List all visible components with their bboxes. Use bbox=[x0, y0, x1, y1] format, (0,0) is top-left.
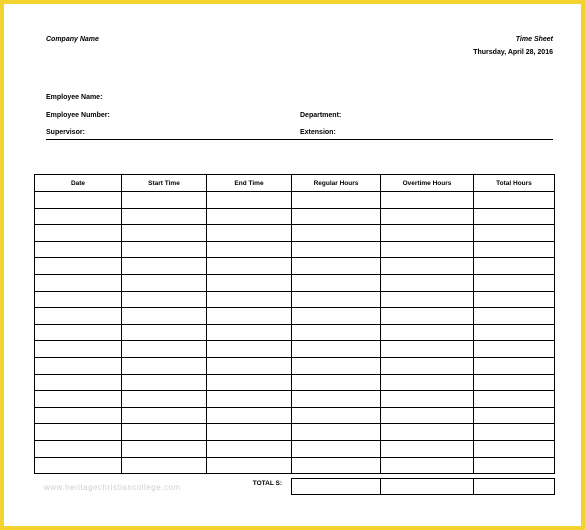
employee-name-label: Employee Name: bbox=[46, 94, 103, 101]
total-hours-cell[interactable] bbox=[474, 225, 555, 242]
total-hours-cell[interactable] bbox=[474, 341, 555, 358]
table-row bbox=[35, 225, 555, 242]
end-time-cell[interactable] bbox=[207, 457, 292, 474]
table-header-row bbox=[35, 175, 555, 192]
date-cell[interactable] bbox=[35, 457, 122, 474]
table-row bbox=[35, 291, 555, 308]
table-row bbox=[35, 274, 555, 291]
date-cell[interactable] bbox=[35, 407, 122, 424]
table-row bbox=[35, 407, 555, 424]
column-header-overtime-hours: Overtime Hours bbox=[381, 175, 474, 192]
table-row bbox=[35, 391, 555, 408]
date-cell[interactable] bbox=[35, 374, 122, 391]
date-cell[interactable] bbox=[35, 291, 122, 308]
total-hours-cell[interactable] bbox=[474, 241, 555, 258]
overtime-hours-cell[interactable] bbox=[381, 192, 474, 209]
total-hours-cell[interactable] bbox=[474, 192, 555, 209]
total-hours-cell[interactable] bbox=[474, 479, 555, 495]
date-cell[interactable] bbox=[35, 192, 122, 209]
start-time-cell[interactable] bbox=[122, 374, 207, 391]
regular-hours-cell[interactable] bbox=[292, 457, 381, 474]
table-row bbox=[35, 308, 555, 325]
table-row bbox=[35, 357, 555, 374]
regular-hours-cell[interactable] bbox=[292, 291, 381, 308]
extension-label: Extension: bbox=[300, 129, 336, 136]
end-time-cell[interactable] bbox=[207, 308, 292, 325]
total-hours-cell[interactable] bbox=[474, 291, 555, 308]
date-cell[interactable] bbox=[35, 440, 122, 457]
end-time-cell[interactable] bbox=[207, 440, 292, 457]
total-regular-hours-cell[interactable] bbox=[292, 479, 381, 495]
regular-hours-cell[interactable] bbox=[292, 424, 381, 441]
column-header-total-hours: Total Hours bbox=[474, 175, 555, 192]
watermark: www.heritagechristiancollege.com bbox=[44, 483, 181, 492]
table-row bbox=[35, 440, 555, 457]
total-hours-cell[interactable] bbox=[474, 357, 555, 374]
date-cell[interactable] bbox=[35, 208, 122, 225]
overtime-hours-cell[interactable] bbox=[381, 208, 474, 225]
overtime-hours-cell[interactable] bbox=[381, 341, 474, 358]
total-hours-cell[interactable] bbox=[474, 457, 555, 474]
start-time-cell[interactable] bbox=[122, 291, 207, 308]
start-time-cell[interactable] bbox=[122, 225, 207, 242]
regular-hours-cell[interactable] bbox=[292, 258, 381, 275]
date-cell[interactable] bbox=[35, 258, 122, 275]
overtime-hours-cell[interactable] bbox=[381, 407, 474, 424]
regular-hours-cell[interactable] bbox=[292, 357, 381, 374]
start-time-cell[interactable] bbox=[122, 241, 207, 258]
table-row bbox=[35, 341, 555, 358]
table-row bbox=[35, 208, 555, 225]
overtime-hours-cell[interactable] bbox=[381, 391, 474, 408]
start-time-cell[interactable] bbox=[122, 324, 207, 341]
total-hours-cell[interactable] bbox=[474, 440, 555, 457]
regular-hours-cell[interactable] bbox=[292, 225, 381, 242]
total-hours-cell[interactable] bbox=[474, 308, 555, 325]
department-label: Department: bbox=[300, 112, 342, 119]
total-hours-cell[interactable] bbox=[474, 258, 555, 275]
document-title: Time Sheet bbox=[515, 36, 553, 43]
date-cell[interactable] bbox=[35, 424, 122, 441]
start-time-cell[interactable] bbox=[122, 192, 207, 209]
table-row bbox=[35, 457, 555, 474]
date-cell[interactable] bbox=[35, 341, 122, 358]
column-header-date: Date bbox=[35, 175, 122, 192]
overtime-hours-cell[interactable] bbox=[381, 374, 474, 391]
column-header-end-time: End Time bbox=[207, 175, 292, 192]
company-name: Company Name bbox=[46, 36, 99, 43]
overtime-hours-cell[interactable] bbox=[381, 440, 474, 457]
regular-hours-cell[interactable] bbox=[292, 407, 381, 424]
total-hours-cell[interactable] bbox=[474, 407, 555, 424]
end-time-cell[interactable] bbox=[207, 374, 292, 391]
end-time-cell[interactable] bbox=[207, 225, 292, 242]
overtime-hours-cell[interactable] bbox=[381, 258, 474, 275]
column-header-regular-hours: Regular Hours bbox=[292, 175, 381, 192]
start-time-cell[interactable] bbox=[122, 391, 207, 408]
totals-row bbox=[291, 478, 555, 495]
end-time-cell[interactable] bbox=[207, 424, 292, 441]
overtime-hours-cell[interactable] bbox=[381, 424, 474, 441]
start-time-cell[interactable] bbox=[122, 308, 207, 325]
end-time-cell[interactable] bbox=[207, 407, 292, 424]
supervisor-label: Supervisor: bbox=[46, 129, 85, 136]
regular-hours-cell[interactable] bbox=[292, 208, 381, 225]
overtime-hours-cell[interactable] bbox=[381, 241, 474, 258]
date-cell[interactable] bbox=[35, 308, 122, 325]
end-time-cell[interactable] bbox=[207, 324, 292, 341]
document-date: Thursday, April 28, 2016 bbox=[473, 49, 553, 56]
overtime-hours-cell[interactable] bbox=[381, 324, 474, 341]
overtime-hours-cell[interactable] bbox=[381, 457, 474, 474]
start-time-cell[interactable] bbox=[122, 357, 207, 374]
column-header-start-time: Start Time bbox=[122, 175, 207, 192]
regular-hours-cell[interactable] bbox=[292, 391, 381, 408]
end-time-cell[interactable] bbox=[207, 291, 292, 308]
table-row bbox=[35, 241, 555, 258]
total-hours-cell[interactable] bbox=[474, 324, 555, 341]
end-time-cell[interactable] bbox=[207, 391, 292, 408]
regular-hours-cell[interactable] bbox=[292, 241, 381, 258]
date-cell[interactable] bbox=[35, 225, 122, 242]
date-cell[interactable] bbox=[35, 324, 122, 341]
end-time-cell[interactable] bbox=[207, 341, 292, 358]
total-hours-cell[interactable] bbox=[474, 274, 555, 291]
regular-hours-cell[interactable] bbox=[292, 374, 381, 391]
overtime-hours-cell[interactable] bbox=[381, 225, 474, 242]
start-time-cell[interactable] bbox=[122, 274, 207, 291]
start-time-cell[interactable] bbox=[122, 407, 207, 424]
table-row bbox=[35, 192, 555, 209]
regular-hours-cell[interactable] bbox=[292, 440, 381, 457]
table-row bbox=[35, 424, 555, 441]
regular-hours-cell[interactable] bbox=[292, 341, 381, 358]
start-time-cell[interactable] bbox=[122, 208, 207, 225]
total-overtime-hours-cell[interactable] bbox=[381, 479, 474, 495]
start-time-cell[interactable] bbox=[122, 424, 207, 441]
total-hours-cell[interactable] bbox=[474, 374, 555, 391]
total-hours-cell[interactable] bbox=[474, 424, 555, 441]
date-cell[interactable] bbox=[35, 274, 122, 291]
end-time-cell[interactable] bbox=[207, 208, 292, 225]
date-cell[interactable] bbox=[35, 391, 122, 408]
table-row bbox=[35, 258, 555, 275]
start-time-cell[interactable] bbox=[122, 440, 207, 457]
regular-hours-cell[interactable] bbox=[292, 192, 381, 209]
end-time-cell[interactable] bbox=[207, 274, 292, 291]
table-row bbox=[35, 374, 555, 391]
total-hours-cell[interactable] bbox=[474, 391, 555, 408]
start-time-cell[interactable] bbox=[122, 457, 207, 474]
start-time-cell[interactable] bbox=[122, 258, 207, 275]
employee-number-label: Employee Number: bbox=[46, 112, 110, 119]
end-time-cell[interactable] bbox=[207, 357, 292, 374]
start-time-cell[interactable] bbox=[122, 341, 207, 358]
header-divider bbox=[46, 139, 553, 140]
end-time-cell[interactable] bbox=[207, 258, 292, 275]
totals-label: TOTAL S: bbox=[252, 480, 282, 487]
overtime-hours-cell[interactable] bbox=[381, 274, 474, 291]
regular-hours-cell[interactable] bbox=[292, 274, 381, 291]
total-hours-cell[interactable] bbox=[474, 208, 555, 225]
table-row bbox=[35, 324, 555, 341]
date-cell[interactable] bbox=[35, 357, 122, 374]
end-time-cell[interactable] bbox=[207, 241, 292, 258]
end-time-cell[interactable] bbox=[207, 192, 292, 209]
regular-hours-cell[interactable] bbox=[292, 308, 381, 325]
regular-hours-cell[interactable] bbox=[292, 324, 381, 341]
date-cell[interactable] bbox=[35, 241, 122, 258]
overtime-hours-cell[interactable] bbox=[381, 357, 474, 374]
overtime-hours-cell[interactable] bbox=[381, 291, 474, 308]
timesheet-body bbox=[35, 192, 555, 474]
timesheet-table bbox=[34, 174, 555, 474]
overtime-hours-cell[interactable] bbox=[381, 308, 474, 325]
